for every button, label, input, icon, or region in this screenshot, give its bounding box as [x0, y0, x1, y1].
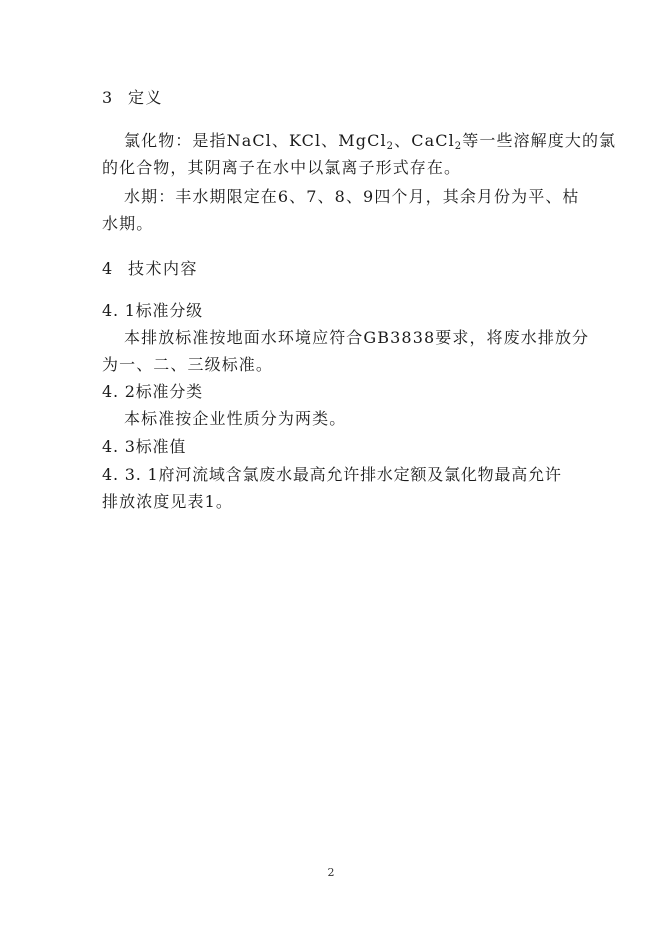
subsection-4-3-1-text-line-1: 4. 3. 1府河流域含氯废水最高允许排水定额及氯化物最高允许: [102, 465, 562, 484]
wet-season-definition-line-2: 水期。: [102, 214, 154, 233]
section-3-heading: [102, 88, 163, 108]
chloride-definition-line-1: [124, 131, 616, 151]
section-number: 4: [102, 259, 114, 278]
page-number: 2: [327, 866, 335, 879]
section-4-heading: [102, 259, 198, 279]
subsection-4-2-text: 本标准按企业性质分为两类。: [124, 409, 347, 428]
section-number: 3: [102, 88, 114, 107]
subsection-4-3-heading: 4. 3标准值: [102, 437, 187, 456]
subscript: 2: [454, 141, 463, 152]
section-title: 技术内容: [128, 259, 199, 278]
subsection-4-1-text-line-1: 本排放标准按地面水环境应符合GB3838要求，将废水排放分: [124, 328, 590, 347]
subscript: 2: [386, 141, 395, 152]
chloride-definition-lead: 氯化物：是指NaCl、KCl、MgCl: [124, 131, 387, 150]
subsection-4-1-heading: 4. 1标准分级: [102, 301, 203, 320]
section-title: 定义: [128, 88, 164, 107]
subsection-4-1-text-line-2: 为一、二、三级标准。: [102, 355, 274, 374]
wet-season-definition-line-1: 水期：丰水期限定在6、7、8、9四个月，其余月份为平、枯: [124, 187, 580, 206]
subsection-4-3-1-text-line-2: 排放浓度见表1。: [102, 492, 233, 511]
subsection-4-2-heading: 4. 2标准分类: [102, 382, 203, 401]
chloride-definition-line-2: 的化合物，其阴离子在水中以氯离子形式存在。: [102, 158, 462, 177]
chloride-definition-tail: 等一些溶解度大的氯: [462, 131, 617, 150]
chloride-definition-mid: 、CaCl: [394, 131, 455, 150]
